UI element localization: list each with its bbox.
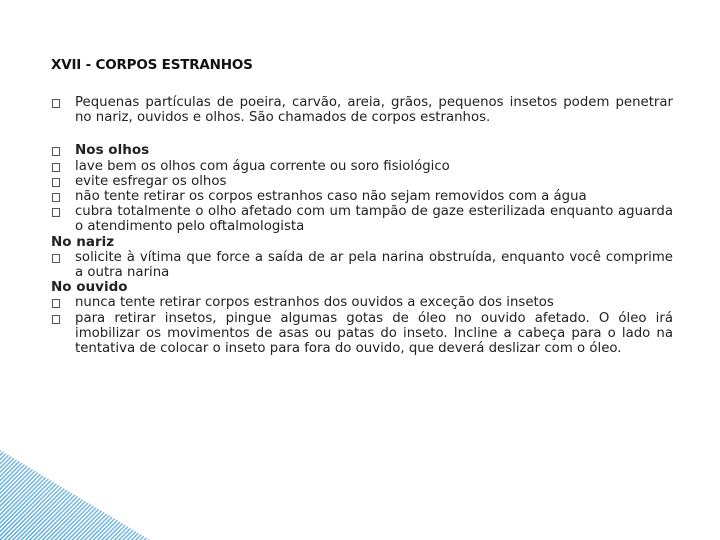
slide-content: [51, 95, 673, 356]
list-item: [51, 174, 673, 189]
eyes-item-text: não tente retirar os corpos estranhos caso não sejam removidos com a água: [75, 189, 587, 205]
intro-item: [51, 95, 673, 125]
nose-item-text: solicite à vítima que force a saída de ar pela narina obstruída, enquanto você comprime a outra narina: [75, 249, 673, 281]
list-item: [51, 159, 673, 174]
eyes-heading-item: [51, 143, 673, 158]
list-item: [51, 204, 673, 234]
list-item: [51, 250, 673, 280]
ear-heading: No ouvido: [51, 279, 128, 296]
bullet-box-icon: [52, 254, 60, 263]
bullet-box-icon: [52, 193, 60, 202]
bullet-box-icon: [52, 315, 60, 324]
nose-heading: No nariz: [51, 233, 115, 250]
bullet-box-icon: [52, 299, 60, 308]
list-item: [51, 295, 673, 310]
corner-decoration: [0, 450, 150, 540]
eyes-item-text: cubra totalmente o olho afetado com um tampão de gaze esterilizada enquanto aguarda o atendimento pelo oftalmologista: [75, 204, 673, 235]
list-item: [51, 311, 673, 357]
slide-title: XVII - CORPOS ESTRANHOS: [51, 57, 253, 73]
bullet-box-icon: [52, 163, 60, 172]
list-item: [51, 189, 673, 204]
ear-item-text: para retirar insetos, pingue algumas gotas de óleo no ouvido afetado. O óleo irá imobilizar os movimentos de asas ou patas do inseto. Incline a cabeça para o lado na tentativa de colocar o inseto para fora do ouvido, que deverá deslizar com o óleo.: [75, 310, 673, 357]
bullet-box-icon: [52, 147, 60, 156]
bullet-box-icon: [52, 208, 60, 217]
eyes-heading: Nos olhos: [75, 142, 150, 159]
eyes-item-text: evite esfregar os olhos: [75, 173, 227, 189]
bullet-box-icon: [52, 99, 60, 108]
bullet-box-icon: [52, 178, 60, 187]
ear-item-text: nunca tente retirar corpos estranhos dos ouvidos a exceção dos insetos: [75, 295, 554, 311]
intro-text: Pequenas partículas de poeira, carvão, areia, grãos, pequenos insetos podem penetrar no nariz, ouvidos e olhos. São chamados de corpos estranhos.: [75, 95, 673, 126]
eyes-item-text: lave bem os olhos com água corrente ou soro fisiológico: [75, 158, 450, 174]
